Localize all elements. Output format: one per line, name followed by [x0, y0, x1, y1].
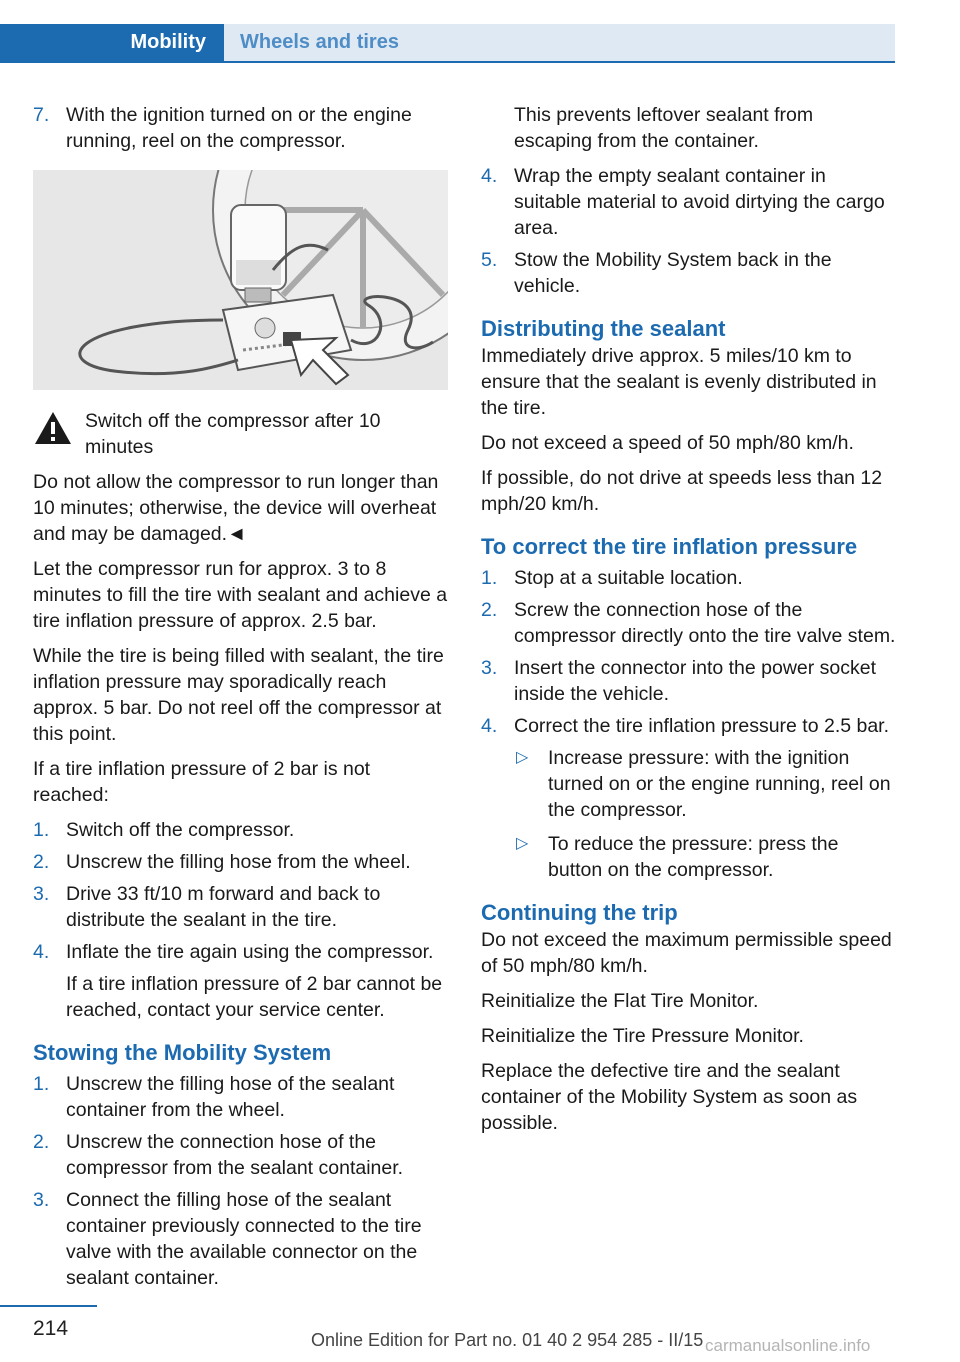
- warning-block: [33, 408, 448, 460]
- step-text: Drive 33 ft/10 m forward and back to distribute the sealant in the tire.: [66, 883, 381, 931]
- warning-body: Do not allow the compressor to run longer than 10 minutes; otherwise, the device will overheat and may be damaged.◄: [33, 471, 439, 545]
- step-text: Wrap the empty sealant container in suitable material to avoid dirtying the cargo area.: [514, 165, 885, 239]
- step-number: 5.: [481, 249, 498, 271]
- step-list-stowing-cont: [481, 163, 896, 299]
- step-text: Switch off the compressor.: [66, 819, 295, 841]
- list-item: [481, 247, 896, 299]
- step-number: 4.: [33, 941, 50, 963]
- step-number: 4.: [481, 165, 498, 187]
- paragraph: Do not exceed the maximum permissible speed of 50 mph/80 km/h.: [481, 929, 892, 977]
- triangle-bullet-icon: ▷: [516, 749, 529, 766]
- bullet-item: [514, 745, 896, 823]
- list-item: [33, 939, 448, 1023]
- list-item: [33, 102, 448, 154]
- list-item: [481, 713, 896, 883]
- watermark: carmanualsonline.info: [705, 1336, 871, 1355]
- step-list-correct-pressure: [481, 565, 896, 883]
- step-text: Insert the connector into the power socket inside the vehicle.: [514, 657, 877, 705]
- warning-triangle-icon: [33, 410, 73, 446]
- step-text: Screw the connection hose of the compressor directly onto the tire valve stem.: [514, 599, 896, 647]
- step-text: Connect the filling hose of the sealant container previously connected to the tire valve with the available connector on the sealant container.: [66, 1189, 422, 1289]
- bullet-item: [514, 831, 896, 883]
- left-column: [33, 102, 448, 1300]
- step-text: Stop at a suitable location.: [514, 567, 743, 589]
- step-list-not-reached: [33, 817, 448, 1023]
- bullet-list: [514, 745, 896, 883]
- step-number: 2.: [33, 1131, 50, 1153]
- step-number: 1.: [481, 567, 498, 589]
- section-tab: Mobility: [0, 24, 224, 61]
- step-subtext: If a tire inflation pressure of 2 bar cannot be reached, contact your service center.: [66, 973, 443, 1021]
- step-text: Stow the Mobility System back in the vehicle.: [514, 249, 832, 297]
- step-number: 1.: [33, 1073, 50, 1095]
- compressor-drawing: [33, 170, 448, 390]
- step-number: 2.: [33, 851, 50, 873]
- section-heading-continuing: Continuing the trip: [481, 900, 678, 925]
- step-text: Unscrew the filling hose from the wheel.: [66, 851, 411, 873]
- step-text: Unscrew the connection hose of the compressor from the sealant container.: [66, 1131, 404, 1179]
- list-item: [481, 163, 896, 241]
- section-heading-distributing: Distributing the sealant: [481, 316, 726, 341]
- list-item: [33, 849, 448, 875]
- header-rule: [0, 61, 895, 63]
- edition-text: Online Edition for Part no. 01 40 2 954 285 - II/15: [311, 1330, 704, 1350]
- page-number: 214: [33, 1317, 69, 1340]
- list-item: [33, 817, 448, 843]
- paragraph: If possible, do not drive at speeds less than 12 mph/20 km/h.: [481, 467, 883, 515]
- step-number: 3.: [33, 1189, 50, 1211]
- step-number: 7.: [33, 104, 50, 126]
- step-number: 4.: [481, 715, 498, 737]
- list-item: [33, 881, 448, 933]
- paragraph: Reinitialize the Tire Pressure Monitor.: [481, 1025, 804, 1047]
- paragraph: While the tire is being filled with sealant, the tire inflation pressure may sporadically reach approx. 5 bar. Do not reel off the compressor at this point.: [33, 645, 444, 745]
- footer-rule: [0, 1305, 97, 1307]
- step-text: Unscrew the filling hose of the sealant container from the wheel.: [66, 1073, 395, 1121]
- list-item: [481, 565, 896, 591]
- paragraph: Replace the defective tire and the sealant container of the Mobility System as soon as possible.: [481, 1060, 858, 1134]
- bullet-text: Increase pressure: with the ignition turned on or the engine running, reel on the compressor.: [548, 747, 891, 821]
- step-text: Correct the tire inflation pressure to 2.5 bar.: [514, 715, 890, 737]
- step-number: 3.: [33, 883, 50, 905]
- paragraph: Let the compressor run for approx. 3 to 8 minutes to fill the tire with sealant and achieve a tire inflation pressure of approx. 2.5 bar.: [33, 558, 448, 632]
- step-number: 1.: [33, 819, 50, 841]
- step-continuation: This prevents leftover sealant from escaping from the container.: [514, 104, 814, 152]
- list-item: [33, 1071, 448, 1123]
- right-column: [481, 102, 896, 1145]
- paragraph: If a tire inflation pressure of 2 bar is not reached:: [33, 758, 371, 806]
- step-text: Inflate the tire again using the compressor.: [66, 941, 434, 963]
- compressor-illustration: [33, 170, 448, 390]
- step-number: 2.: [481, 599, 498, 621]
- paragraph: Reinitialize the Flat Tire Monitor.: [481, 990, 759, 1012]
- bullet-text: To reduce the pressure: press the button on the compressor.: [548, 833, 839, 881]
- step-list-stowing: [33, 1071, 448, 1291]
- section-heading-correct-pressure: To correct the tire inflation pressure: [481, 534, 858, 559]
- subsection-tab: Wheels and tires: [224, 24, 895, 61]
- triangle-bullet-icon: ▷: [516, 835, 529, 852]
- list-item: [481, 597, 896, 649]
- step-number: 3.: [481, 657, 498, 679]
- step-text: With the ignition turned on or the engine running, reel on the compressor.: [66, 104, 412, 152]
- warning-title: Switch off the compressor after 10 minutes: [85, 410, 381, 458]
- section-heading-stowing: Stowing the Mobility System: [33, 1040, 332, 1065]
- paragraph: Immediately drive approx. 5 miles/10 km to ensure that the sealant is evenly distributed in the tire.: [481, 345, 877, 419]
- list-item: [33, 1187, 448, 1291]
- page-header: [0, 0, 895, 62]
- list-item: [33, 1129, 448, 1181]
- list-item: [481, 655, 896, 707]
- paragraph: Do not exceed a speed of 50 mph/80 km/h.: [481, 432, 854, 454]
- step-list-filling: [33, 102, 448, 154]
